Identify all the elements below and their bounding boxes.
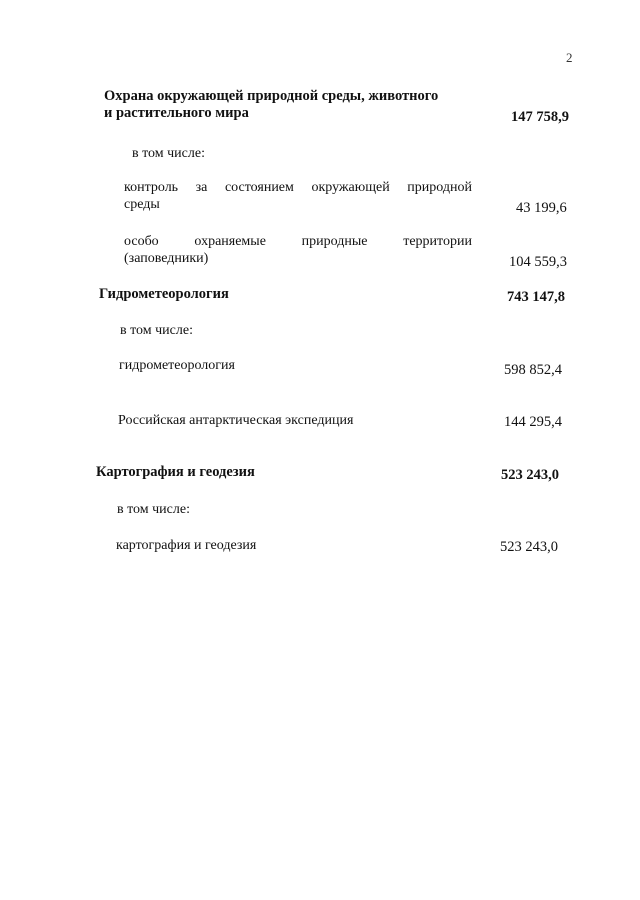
- section-total-cartography: 523 243,0: [501, 467, 559, 483]
- section-title-hydrometeorology: Гидрометеорология: [99, 286, 229, 302]
- item-word: окружающей: [311, 180, 390, 195]
- subhead-including: в том числе:: [120, 323, 193, 338]
- subhead-including: в том числе:: [117, 502, 190, 517]
- item-word: охраняемые: [194, 234, 266, 249]
- item-word: состоянием: [224, 180, 294, 195]
- item-value: 144 295,4: [504, 414, 562, 430]
- item-label-line: [124, 233, 472, 250]
- item-value: 104 559,3: [509, 254, 567, 270]
- item-word: особо: [124, 234, 159, 249]
- section-title-line: Охрана окружающей природной среды, животного: [104, 88, 439, 104]
- item-value: 523 243,0: [500, 539, 558, 555]
- item-word: природной: [407, 180, 472, 195]
- item-antarctic-expedition: Российская антарктическая экспедиция: [118, 413, 354, 428]
- item-environment-monitoring: [124, 179, 472, 213]
- item-label-line: (заповедники): [124, 251, 209, 266]
- subhead-including: в том числе:: [132, 146, 205, 161]
- section-title-cartography: Картография и геодезия: [96, 464, 255, 480]
- item-label-line: [124, 179, 472, 196]
- item-word: контроль: [124, 180, 179, 195]
- item-value: 43 199,6: [516, 200, 567, 216]
- section-title-line: и растительного мира: [104, 105, 249, 121]
- section-title-environment: [104, 88, 438, 122]
- item-value: 598 852,4: [504, 362, 562, 378]
- item-word: за: [195, 180, 208, 195]
- item-label-line: среды: [124, 197, 160, 212]
- item-hydrometeorology: гидрометеорология: [119, 358, 235, 373]
- section-total-environment: 147 758,9: [511, 109, 569, 125]
- section-total-hydrometeorology: 743 147,8: [507, 289, 565, 305]
- item-word: природные: [301, 234, 368, 249]
- item-protected-areas: [124, 233, 472, 267]
- item-cartography: картография и геодезия: [116, 538, 257, 553]
- page-number: 2: [566, 50, 573, 65]
- item-word: территории: [403, 234, 472, 249]
